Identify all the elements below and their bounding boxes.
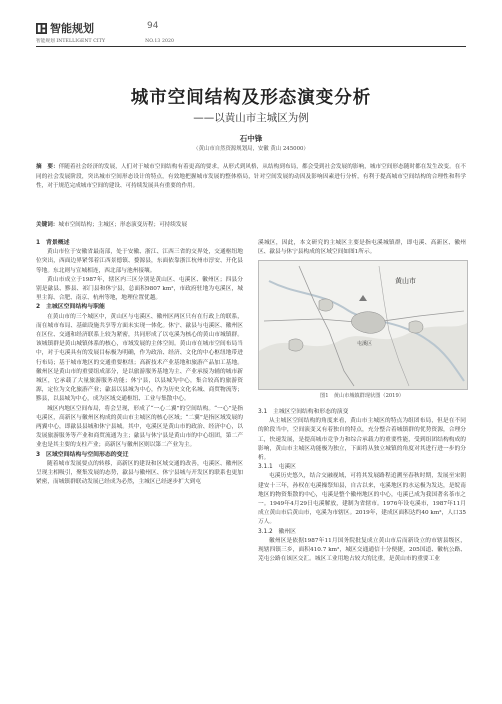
map-label-area: 屯溪区 (357, 341, 373, 347)
section-heading: 3 区域空间结构与空间形态的变迁 (36, 451, 129, 458)
paragraph: 徽州区是依据1987年11月国务院批复成立黄山市后而新设立的市辖县级区，现辖四镇三乡，面积410.7 km²，城区交通通信十分便捷，205国道、徽杭公路、芜屯公路在该区交汇。城区工业用地占较大的比重，是黄山市的重要工业 (258, 537, 466, 563)
paragraph: 黄山市成立于1987年，辖区内三区分别是黄山区、屯溪区、徽州区；四县分别是歙县、黟县、祁门县和休宁县，总面积9807 km²，市政府驻地为屯溪区，城里主海、合肥、南京、杭州等地，地理位置优越。 (36, 276, 243, 302)
abstract-label: 摘 要： (36, 164, 59, 170)
map-label-city: 黄山市 (395, 277, 416, 285)
running-header (36, 38, 174, 44)
running-journal-name: 智能规划 INTELLIGENT CITY (36, 39, 106, 44)
journal-brand (36, 20, 94, 36)
page-number: 94 (147, 21, 159, 31)
section-heading: 1 背景概述 (36, 240, 70, 246)
city-cluster-map (258, 260, 468, 390)
journal-logo-icon (36, 23, 47, 34)
issue-number: NO.13 2020 (145, 39, 175, 44)
abstract-text: 伴随着社会经济的发展，人们对于城市空间结构有着更高的要求，从形式到风格，从结构到布局，都会受到社会发展的影响，城市空间形态随时都在发生改变。在不同的社会发展阶段，突出城市空间形态设计的特点，有效地把握城市发展的整体格局，针对空间发展的动因及影响因素进行分析，有利于提高城市空间结构的合理性和科学性，对于规范完成城市空间的建设、可持续发展具有重要的作用。 (36, 164, 466, 190)
paragraph: 黄山市位于安徽省最南部，处于安徽、浙江、江西三省的交界处，交通枢纽地位突出，西面边界紧邻着江西景德镇、婺源县，东面依靠浙江杭州市淳安、开化县等地。东北则与宣城相连，西北部与池州接壤。 (36, 249, 243, 274)
right-column-top (258, 239, 466, 257)
header-rule (36, 46, 466, 47)
paragraph: 从主城区空间结构的角度来看，黄山市主城区的特点为组团布局，但是在不同的阶段当中，空间演变又有着独自的特点，充分整合着城镇群的优势资源，合理分工，快速发展，是提高城市竞争力和综合承载力的重要性能，受到组团结构构成的影响，黄山市主城区功能极为独立，下面将从独立城镇的角度对其进行进一步的分析。 (258, 418, 466, 462)
keywords-text: 城市空间结构；主城区；形态演变历程；可持续发展 (58, 222, 188, 228)
author-name: 石中锋 (239, 134, 263, 143)
subsection-heading: 3.1 主城区空间结构和形态的演变 (258, 409, 349, 415)
paragraph: 城区内地区空间布局，将会呈现，形成了“一心二翼”的空间结构。“一心”是指屯溪区，高新区与徽州区构成的黄山市主城区的核心区域；“二翼”是指区域发展的两翼中心，即歙县县城和休宁县城。其中，屯溪区是黄山市的政治、经济中心，以发展旅游服务等产业和商贸流通为主；歙县与休宁县是黄山市的中心组团，第二产业也是其主要的支柱产业；高新区与徽州区则以第二产业为主。 (36, 405, 243, 449)
section-heading: 2 主城区空间结构与职能 (36, 304, 105, 311)
author-affiliation: （黄山市自然资源规划局，安徽 黄山 245000） (193, 146, 309, 152)
abstract (36, 163, 466, 192)
keywords (36, 220, 466, 228)
right-column-bottom (258, 408, 466, 564)
paragraph: 屯溪历史悠久，结合交融视域，可将其发展路程追溯至春秋时期，发展至宋朝建安十三年，孙权在屯溪操祭知县，自古以来，屯溪地区的水运极为发达，是皖南地区的物资集散的中心，屯溪是整个徽州地区的中心，屯溪已成为我国著名茶市之一。1949年4月29日屯溪解放，建制为省辖市。1976年设屯溪市，1987年11月成立黄山市后黄山市，屯溪为市辖区。2019年，建成区面积达约40 km²，人口35万人。 (258, 473, 466, 526)
journal-name: 智能规划 (50, 22, 94, 35)
paragraph: 在黄山市的三个城区中，黄山区与屯溪区、徽州区两区只有在行政上的联系，而在城市布局、基础设施共享等方面未实现一体化。休宁、歙县与屯溪区、徽州区在区位、交通和经济联系上较为紧密，共同形成了以屯溪为核心的黄山市城镇群。该城镇群是黄山城镇体系的核心，市域发展的主体空间。黄山市在城市空间布局当中，对于屯溪具有的发展目标极为明确，作为政治、经济、文化的中心枢纽地带进行布局；基于城市地区的交通重要枢纽；高新技术产业基地和旅游产品加工基地。徽州区是黄山市的重要组成部分，是以旅游服务基地为主、产业承接为辅的城市新城区，它承载了大量旅游服务功能；休宁县，以县城为中心，集合较高的旅游资源，定位为文化旅游产业；歙县以县城为中心，作为历史文化名城、商贸物流等；黟县，以县城为中心，成为区域交通枢纽、工业与集散中心。 (36, 313, 243, 403)
subsection-heading: 3.1.1 屯溪区 (258, 464, 296, 471)
paragraph: 随着城市发展要点的转移，高新区的建设和区域交通的改善，屯溪区、徽州区呈现主相吸引，聚集发展的态势，歙县与徽州区、休宁县城与开发区的联系也更加紧密，而城镇群联动发展已经成为必然，主城区已经逐步扩大到屯 (36, 460, 243, 486)
left-column (36, 239, 243, 487)
figure-caption: 图1 黄山市城镇群现状图（2019） (320, 393, 404, 399)
paragraph: 溪城区，因此，本文研究的主城区主要是指屯溪城镇群，即屯溪、高新区、徽州区、歙县与休宁县构成的区域空间如图1所示。 (258, 240, 466, 256)
keywords-label: 关键词： (36, 222, 59, 228)
subsection-heading: 3.1.2 徽州区 (258, 528, 296, 535)
article-subtitle: ——以黄山市主城区为例 (193, 112, 309, 124)
article-title: 城市空间结构及形态演变分析 (130, 88, 372, 108)
